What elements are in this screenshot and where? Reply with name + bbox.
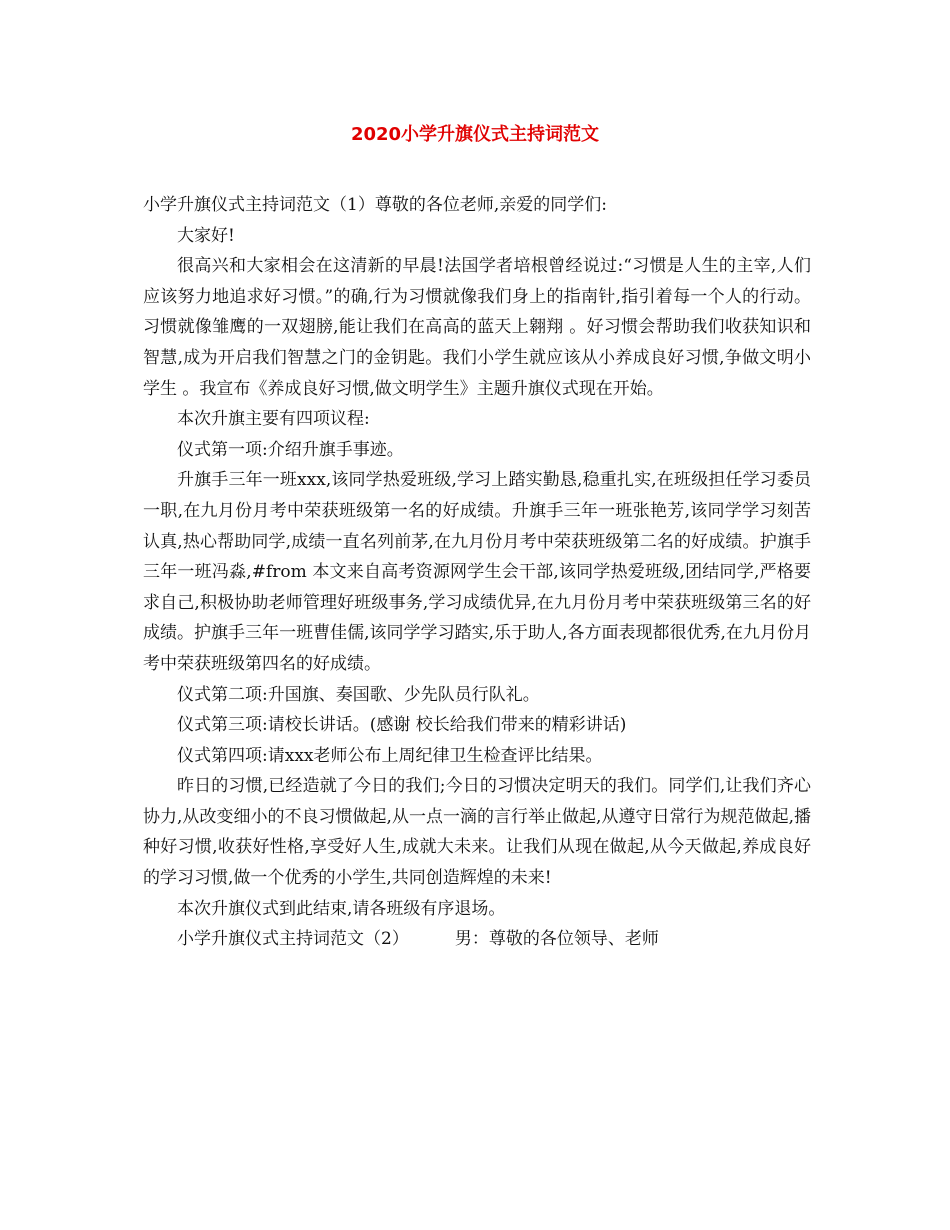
paragraph-step-four: 仪式第四项:请xxx老师公布上周纪律卫生检查评比结果。 xyxy=(177,745,603,766)
paragraph-closing-speech: 昨日的习惯,已经造就了今日的我们;今日的习惯决定明天的我们。同学们,让我们齐心协力,从改变细小的不良习惯做起,从一点一滴的言行举止做起,从遵守日常行为规范做起,播种好习惯,收获好性格,享受好人生,成就大未来。让我们从现在做起,从今天做起,养成良好的学习习惯,做一个优秀的小学生,共同创造辉煌的未来! xyxy=(143,776,811,889)
paragraph-agenda: 本次升旗主要有四项议程: xyxy=(177,409,370,430)
paragraph-step-two: 仪式第二项:升国旗、奏国歌、少先队员行队礼。 xyxy=(177,684,540,705)
document-body xyxy=(143,190,811,955)
paragraph-flag-bearers: 升旗手三年一班xxx,该同学热爱班级,学习上踏实勤恳,稳重扎实,在班级担任学习委员一职,在九月份月考中荣获班级第一名的好成绩。升旗手三年一班张艳芳,该同学学习刻苦认真,热心帮助同学,成绩一直名列前茅,在九月份月考中荣获班级第二名的好成绩。护旗手三年一班冯淼,#from 本文来自高考资源网学生会干部,该同学热爱班级,团结同学,严格要求自己,积极协助老师管理好班级事务,学习成绩优异,在九月份月考中荣获班级第三名的好成绩。护旗手三年一班曹佳儒,该同学学习踏实,乐于助人,各方面表现都很优秀,在九月份月考中荣获班级第四名的好成绩。 xyxy=(143,470,811,674)
section-two-heading: 小学升旗仪式主持词范文（2） xyxy=(177,929,409,950)
paragraph-greeting: 大家好! xyxy=(177,225,235,246)
section-two-greeting: 男：尊敬的各位领导、老师 xyxy=(454,929,659,950)
paragraph-section-two xyxy=(143,924,811,955)
paragraph-intro: 小学升旗仪式主持词范文（1）尊敬的各位老师,亲爱的同学们: xyxy=(143,195,607,215)
paragraph-step-one: 仪式第一项:介绍升旗手事迹。 xyxy=(177,439,404,460)
paragraph-ending: 本次升旗仪式到此结束,请各班级有序退场。 xyxy=(177,898,506,919)
paragraph-step-three: 仪式第三项:请校长讲话。(感谢 校长给我们带来的精彩讲话) xyxy=(177,715,627,736)
document-title: 2020小学升旗仪式主持词范文 xyxy=(350,124,600,145)
paragraph-opening: 很高兴和大家相会在这清新的早晨!法国学者培根曾经说过:“习惯是人生的主宰,人们应该努力地追求好习惯。”的确,行为习惯就像我们身上的指南针,指引着每一个人的行动。习惯就像雏鹰的一双翅膀,能让我们在高高的蓝天上翱翔 。好习惯会帮助我们收获知识和智慧,成为开启我们智慧之门的金钥匙。我们小学生就应该从小养成良好习惯,争做文明小学生 。我宣布《养成良好习惯,做文明学生》主题升旗仪式现在开始。 xyxy=(143,256,811,399)
